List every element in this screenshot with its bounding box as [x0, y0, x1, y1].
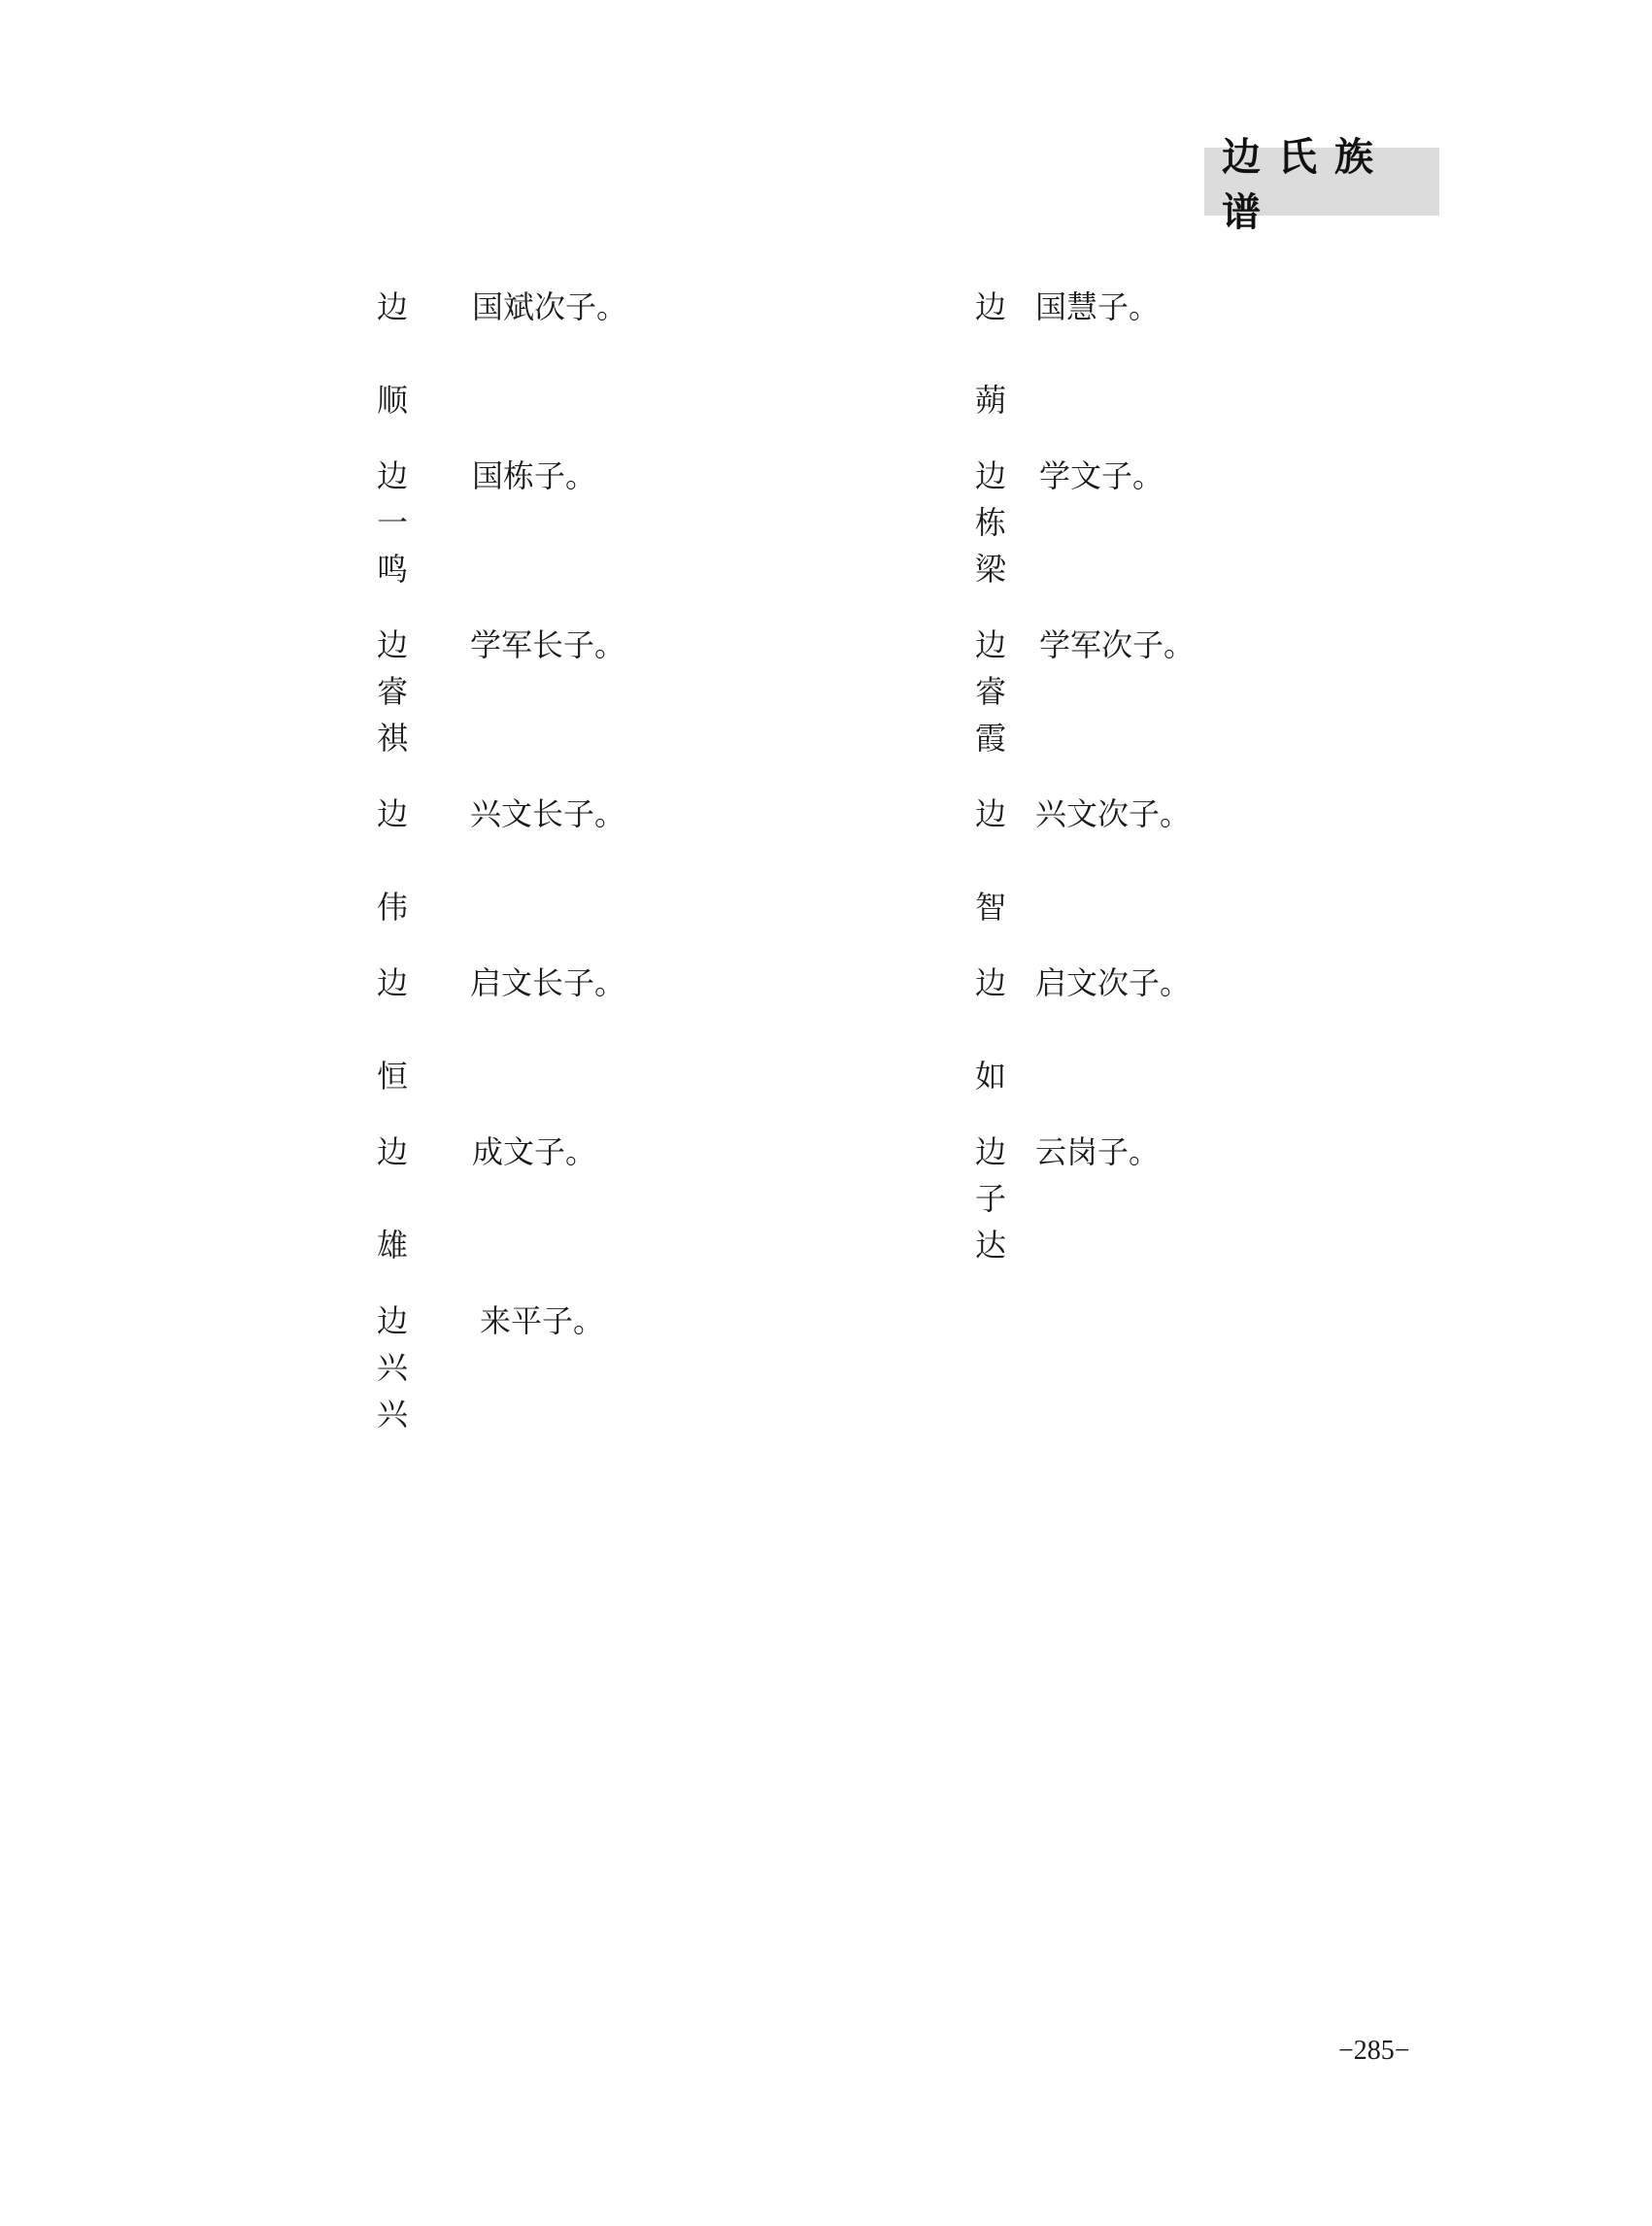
entry-description: 兴文长子。	[470, 795, 626, 832]
entry-description: 学文子。	[1039, 457, 1164, 494]
entry-name: 边 伟	[376, 795, 408, 926]
entry-name: 边 一 鸣	[376, 457, 408, 588]
entry-name: 边 雄	[376, 1133, 408, 1264]
book-title: 边氏族谱	[1222, 135, 1391, 235]
entry-description: 兴文次子。	[1035, 795, 1192, 832]
entry-name: 边 智	[974, 795, 1006, 926]
entry-description: 来平子。	[480, 1302, 605, 1339]
entry-description: 国斌次子。	[472, 288, 628, 325]
entry-name: 边 栋 梁	[974, 457, 1006, 588]
entry-description: 启文长子。	[470, 964, 626, 1001]
entry-description: 国栋子。	[472, 457, 597, 494]
entry-name: 边 蒴	[974, 288, 1006, 419]
entry-name: 边 睿 祺	[376, 626, 408, 757]
entry-description: 启文次子。	[1035, 964, 1192, 1001]
entry-name: 边 子 达	[974, 1133, 1006, 1264]
entry-name: 边 恒	[376, 964, 408, 1095]
entry-name: 边 兴 兴	[376, 1302, 408, 1433]
entry-name: 边 顺	[376, 288, 408, 419]
entry-description: 云岗子。	[1035, 1133, 1161, 1170]
page-number: −285−	[1338, 2036, 1410, 2066]
entry-description: 成文子。	[472, 1133, 597, 1170]
entry-description: 学军次子。	[1039, 626, 1196, 663]
entry-description: 学军长子。	[470, 626, 626, 663]
header-banner	[1204, 135, 1439, 235]
entry-description: 国慧子。	[1035, 288, 1161, 325]
entry-name: 边 睿 霞	[974, 626, 1006, 757]
entry-name: 边 如	[974, 964, 1006, 1095]
